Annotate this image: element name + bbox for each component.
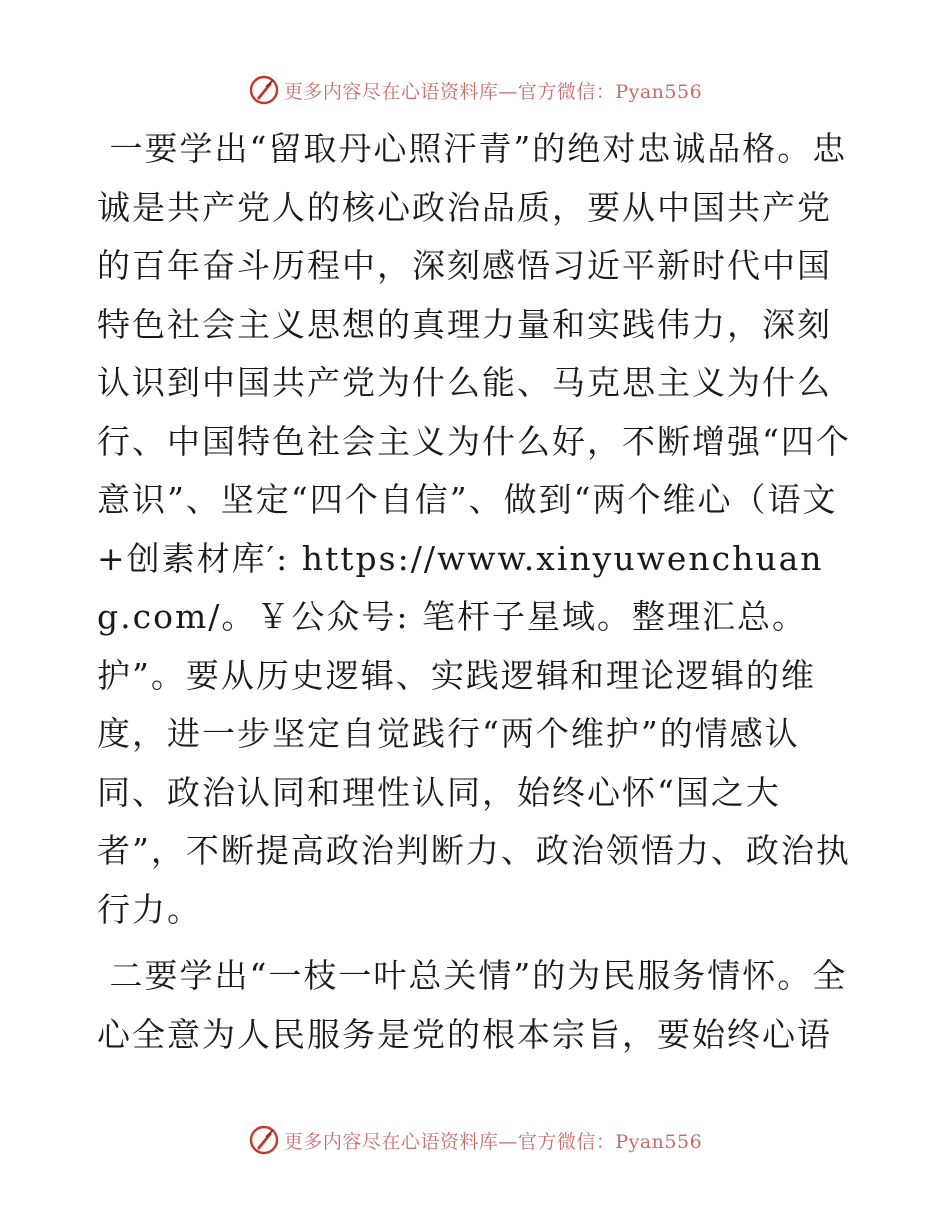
- paragraph-loyalty: 一要学出“留取丹心照汗青”的绝对忠诚品格。忠诚是共产党人的核心政治品质，要从中国共产党的百年奋斗历程中，深刻感悟习近平新时代中国特色社会主义思想的真理力量和实践伟力，深刻认识到中国共产党为什么能、马克思主义为什么行、中国特色社会主义为什么好，不断增强“四个意识”、坚定“四个自信”、做到“两个维心（语文+创素材库′: https://www.xinyuwenchuang.com/。￥公众号: 笔杆子星域。整理汇总。护”。要从历史逻辑、实践逻辑和理论逻辑的维度，进一步坚定自觉践行“两个维护”的情感认同、政治认同和理性认同，始终心怀“国之大者”，不断提高政治判断力、政治领悟力、政治执行力。: [97, 129, 851, 929]
- page-footer: [0, 1118, 950, 1162]
- footer-banner-text: 更多内容尽在心语资料库—官方微信：Pyan556: [283, 1130, 703, 1153]
- quill-logo-icon: [248, 1124, 280, 1156]
- paragraph-service: 二要学出“一枝一叶总关情”的为民服务情怀。全心全意为人民服务是党的根本宗旨，要始终心语: [97, 956, 848, 1054]
- header-banner-text: 更多内容尽在心语资料库—官方微信：Pyan556: [283, 80, 703, 103]
- quill-logo-icon: [248, 74, 280, 106]
- document-body: [97, 120, 853, 1064]
- page-header: [0, 68, 950, 112]
